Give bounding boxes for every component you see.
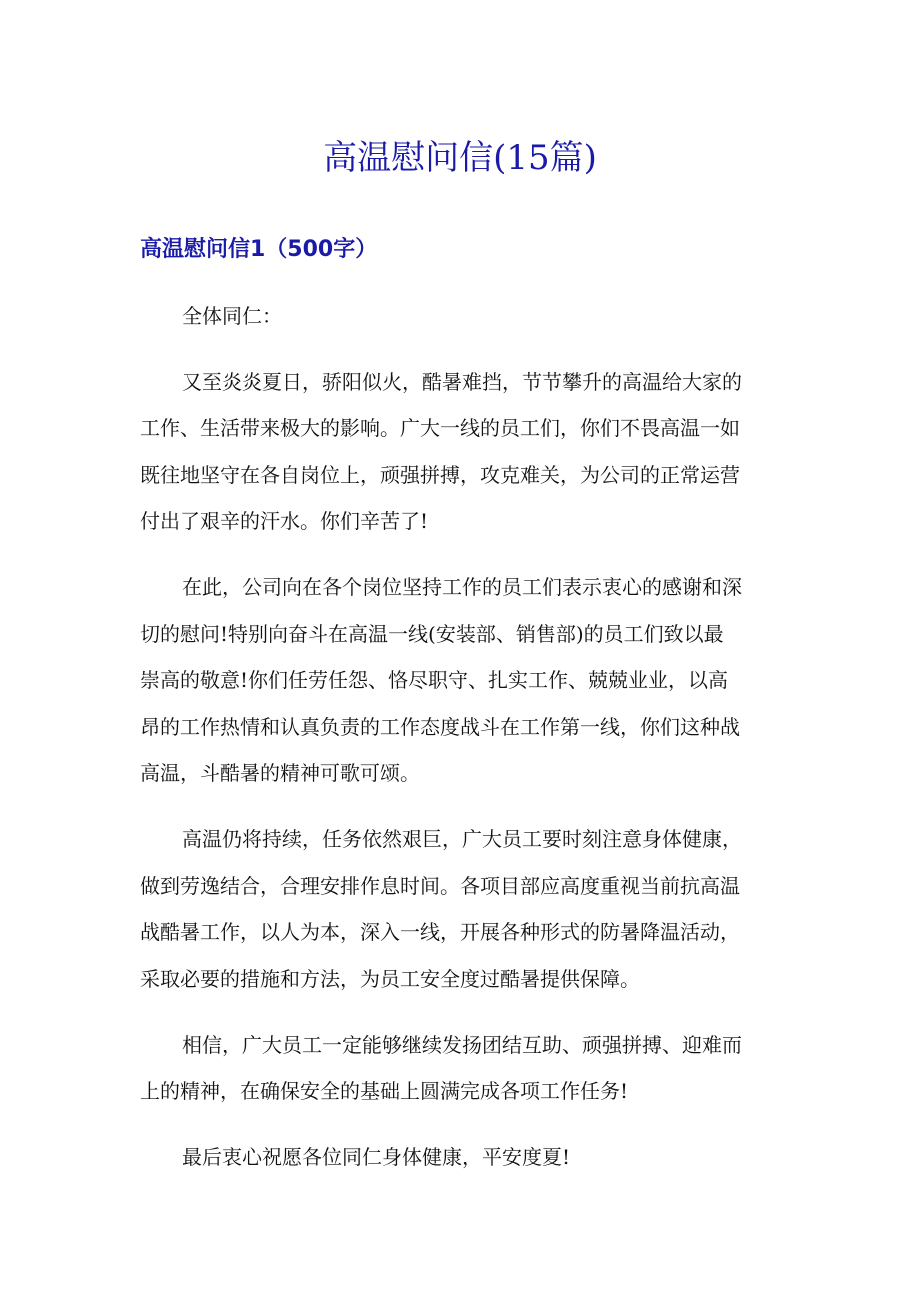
paragraph-line: 相信，广大员工一定能够继续发扬团结互助、顽强拼搏、迎难而 <box>182 1033 742 1057</box>
paragraph-line: 既往地坚守在各自岗位上，顽强拼搏，攻克难关，为公司的正常运营 <box>140 463 740 487</box>
paragraph-line: 在此，公司向在各个岗位坚持工作的员工们表示衷心的感谢和深 <box>182 575 742 599</box>
greeting-line: 全体同仁： <box>182 304 282 328</box>
paragraph-line: 崇高的敬意!你们任劳任怨、恪尽职守、扎实工作、兢兢业业，以高 <box>140 668 729 692</box>
paragraph-line: 高温，斗酷暑的精神可歌可颂。 <box>140 761 420 785</box>
paragraph-line: 付出了艰辛的汗水。你们辛苦了! <box>140 509 429 533</box>
paragraph-line: 高温仍将持续，任务依然艰巨，广大员工要时刻注意身体健康， <box>182 827 742 851</box>
paragraph-line: 又至炎炎夏日，骄阳似火，酷暑难挡，节节攀升的高温给大家的 <box>182 370 742 394</box>
paragraph-line: 昂的工作热情和认真负责的工作态度战斗在工作第一线，你们这种战 <box>140 715 740 739</box>
document-title: 高温慰问信(15篇) <box>323 138 597 178</box>
paragraph-line: 战酷暑工作，以人为本，深入一线，开展各种形式的防暑降温活动， <box>140 920 740 944</box>
paragraph-line: 切的慰问!特别向奋斗在高温一线(安装部、销售部)的员工们致以最 <box>140 622 724 646</box>
closing-line: 最后衷心祝愿各位同仁身体健康，平安度夏! <box>182 1145 571 1169</box>
paragraph-line: 采取必要的措施和方法，为员工安全度过酷暑提供保障。 <box>140 967 640 991</box>
paragraph-line: 上的精神，在确保安全的基础上圆满完成各项工作任务! <box>140 1079 629 1103</box>
section-heading: 高温慰问信1（500字） <box>140 237 378 262</box>
paragraph-line: 做到劳逸结合，合理安排作息时间。各项目部应高度重视当前抗高温 <box>140 874 740 898</box>
paragraph-line: 工作、生活带来极大的影响。广大一线的员工们，你们不畏高温一如 <box>140 416 740 440</box>
